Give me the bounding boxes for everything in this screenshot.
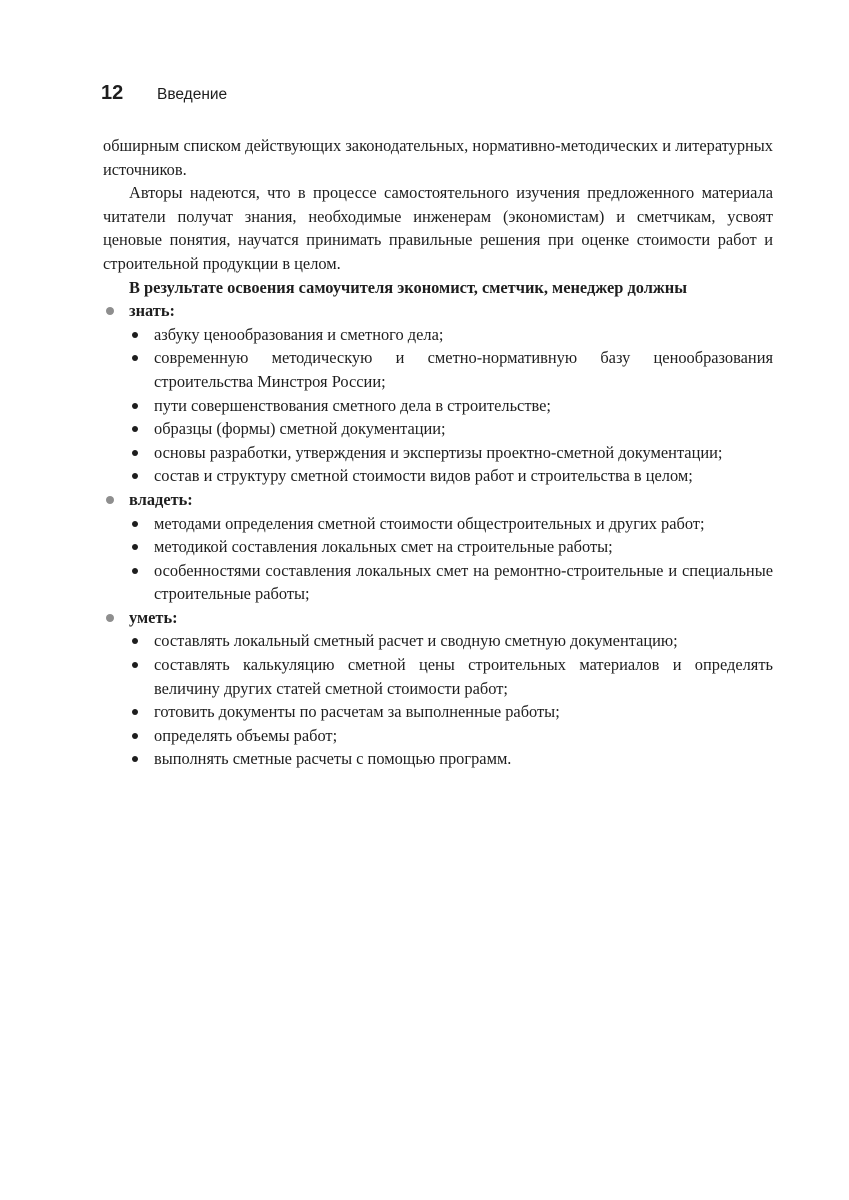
list-item: особенностями составления локальных смет на ремонтно-строительные и специальные строительные работы; <box>103 559 773 606</box>
bullet-icon <box>132 521 138 527</box>
list-item: методами определения сметной стоимости общестроительных и других работ; <box>103 512 773 536</box>
learning-outcomes-lead: В результате освоения самоучителя экономист, сметчик, менеджер должны <box>129 277 688 297</box>
category-heading <box>103 606 773 630</box>
category-label: владеть: <box>129 489 193 509</box>
page-number: 12 <box>101 82 124 104</box>
list-item: пути совершенствования сметного дела в строительстве; <box>103 394 773 418</box>
category-able <box>103 606 773 771</box>
list-item: состав и структуру сметной стоимости видов работ и строительства в целом; <box>103 464 773 488</box>
paragraph-authors-hope: Авторы надеются, что в процессе самостоятельного изучения предложенного материала читатели получат знания, необходимые инженерам (экономистам) и сметчикам, усвоят ценовые понятия, научатся принимать правильные решения при оценке стоимости работ и строительной продукции в целом. <box>103 183 773 273</box>
list-item: методикой составления локальных смет на строительные работы; <box>103 535 773 559</box>
list-item: готовить документы по расчетам за выполненные работы; <box>103 700 773 724</box>
gray-bullet-icon <box>106 614 114 622</box>
category-label: знать: <box>129 301 175 321</box>
bullet-icon <box>132 450 138 456</box>
list-item: составлять калькуляцию сметной цены строительных материалов и определять величину других статей сметной стоимости работ; <box>103 653 773 700</box>
bullet-icon <box>132 638 138 644</box>
list-item: определять объемы работ; <box>103 724 773 748</box>
page-body <box>103 134 773 771</box>
bullet-icon <box>132 662 138 668</box>
bullet-icon <box>132 568 138 574</box>
paragraph-continuation: обширным списком действующих законодательных, нормативно-методических и литературных источников. <box>103 136 773 179</box>
category-heading <box>103 488 773 512</box>
category-heading <box>103 299 773 323</box>
list-item: составлять локальный сметный расчет и сводную сметную документацию; <box>103 629 773 653</box>
category-master <box>103 488 773 606</box>
section-title: Введение <box>157 86 228 103</box>
category-label: уметь: <box>129 607 178 627</box>
bullet-icon <box>132 403 138 409</box>
list-item: современную методическую и сметно-нормативную базу ценообразования строительства Минстроя России; <box>103 346 773 393</box>
bullet-icon <box>132 544 138 550</box>
gray-bullet-icon <box>106 307 114 315</box>
list-item: азбуку ценообразования и сметного дела; <box>103 323 773 347</box>
bullet-icon <box>132 756 138 762</box>
bullet-icon <box>132 355 138 361</box>
list-item: основы разработки, утверждения и экспертизы проектно-сметной документации; <box>103 441 773 465</box>
list-item: выполнять сметные расчеты с помощью программ. <box>103 747 773 771</box>
bullet-icon <box>132 709 138 715</box>
gray-bullet-icon <box>106 496 114 504</box>
bullet-icon <box>132 332 138 338</box>
category-know <box>103 299 773 488</box>
bullet-icon <box>132 426 138 432</box>
bullet-icon <box>132 473 138 479</box>
list-item: образцы (формы) сметной документации; <box>103 417 773 441</box>
bullet-icon <box>132 733 138 739</box>
